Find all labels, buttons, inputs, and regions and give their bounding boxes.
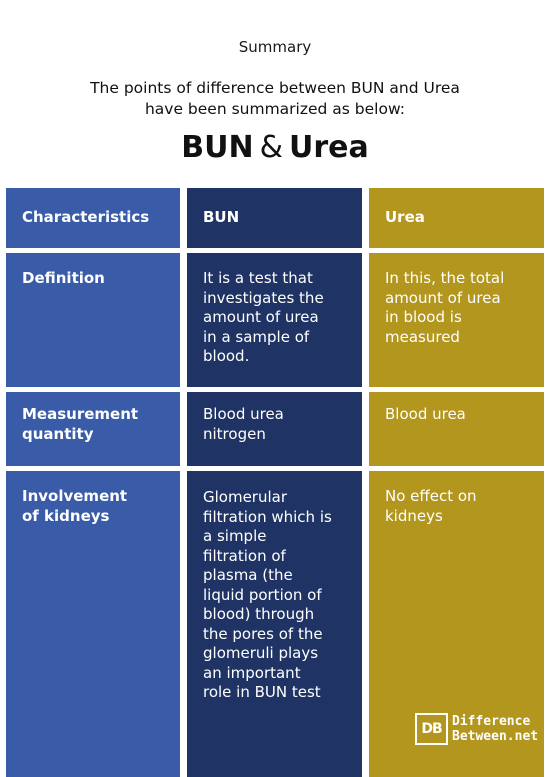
row-separator — [187, 387, 362, 392]
column-header-urea: Urea — [385, 208, 425, 226]
cell-line: Involvement — [22, 487, 128, 505]
row-separator — [6, 387, 180, 392]
cell-line: a simple — [203, 527, 267, 545]
cell-line: amount of urea — [203, 308, 319, 326]
title-bun: BUN — [181, 130, 254, 165]
cell-line: liquid portion of — [203, 585, 322, 604]
cell-line: plasma (the — [203, 566, 293, 584]
column-header-bun: BUN — [203, 208, 240, 226]
cell-line: filtration which is — [203, 507, 332, 526]
cell-line: nitrogen — [203, 424, 266, 443]
urea-involvement-of-kidneys — [385, 487, 536, 526]
cell-line: Measurement — [22, 405, 139, 423]
logo-line: Difference — [452, 714, 531, 729]
cell-line: in a sample of — [203, 327, 310, 346]
cell-line: quantity — [22, 424, 94, 443]
urea-measurement-quantity — [385, 405, 536, 425]
db-logo-icon: DB — [415, 713, 448, 745]
row-separator — [369, 248, 544, 253]
column-header-characteristics: Characteristics — [22, 208, 150, 226]
row-separator — [369, 466, 544, 471]
row-separator — [6, 248, 180, 253]
summary-eyebrow: Summary — [238, 38, 312, 56]
row-separator — [187, 466, 362, 471]
cell-line: kidneys — [385, 506, 443, 525]
page-title — [0, 130, 550, 165]
cell-line: an important — [203, 663, 301, 682]
summary-subtitle — [0, 78, 550, 120]
bun-definition — [203, 269, 354, 367]
bun-column — [187, 188, 362, 777]
cell-line: blood) through — [203, 605, 315, 623]
cell-line: No effect on — [385, 487, 477, 505]
subtitle-line: The points of difference between BUN and Urea — [90, 79, 460, 97]
characteristic-definition — [22, 269, 172, 289]
row-separator — [369, 387, 544, 392]
cell-line: of kidneys — [22, 506, 110, 525]
cell-line: glomeruli plays — [203, 644, 319, 662]
cell-line: Glomerular — [203, 488, 288, 506]
cell-line: blood. — [203, 347, 250, 365]
cell-line: It is a test that — [203, 269, 313, 287]
subtitle-line: have been summarized as below: — [144, 100, 406, 118]
cell-line: role in BUN test — [203, 683, 321, 701]
cell-line: amount of urea — [385, 288, 501, 307]
cell-line: Blood urea — [203, 405, 284, 423]
cell-line: Blood urea — [385, 405, 466, 423]
cell-line: Definition — [22, 269, 105, 287]
bun-involvement-of-kidneys — [203, 488, 354, 703]
title-urea: Urea — [289, 130, 369, 165]
cell-line: measured — [385, 327, 460, 346]
logo-wordmark — [452, 714, 538, 744]
cell-line: the pores of the — [203, 624, 323, 643]
cell-line: filtration of — [203, 546, 286, 565]
urea-definition — [385, 269, 536, 347]
urea-column — [369, 188, 544, 777]
bun-measurement-quantity — [203, 405, 354, 444]
cell-line: In this, the total — [385, 269, 505, 287]
cell-line: investigates the — [203, 288, 324, 307]
title-ampersand: & — [259, 130, 283, 165]
characteristics-column — [6, 188, 180, 777]
row-separator — [187, 248, 362, 253]
logo-line: Between.net — [452, 729, 539, 744]
characteristic-measurement-quantity — [22, 405, 172, 444]
differencebetween-logo — [415, 712, 538, 746]
characteristic-involvement-of-kidneys — [22, 487, 172, 526]
row-separator — [6, 466, 180, 471]
cell-line: in blood is — [385, 308, 462, 326]
